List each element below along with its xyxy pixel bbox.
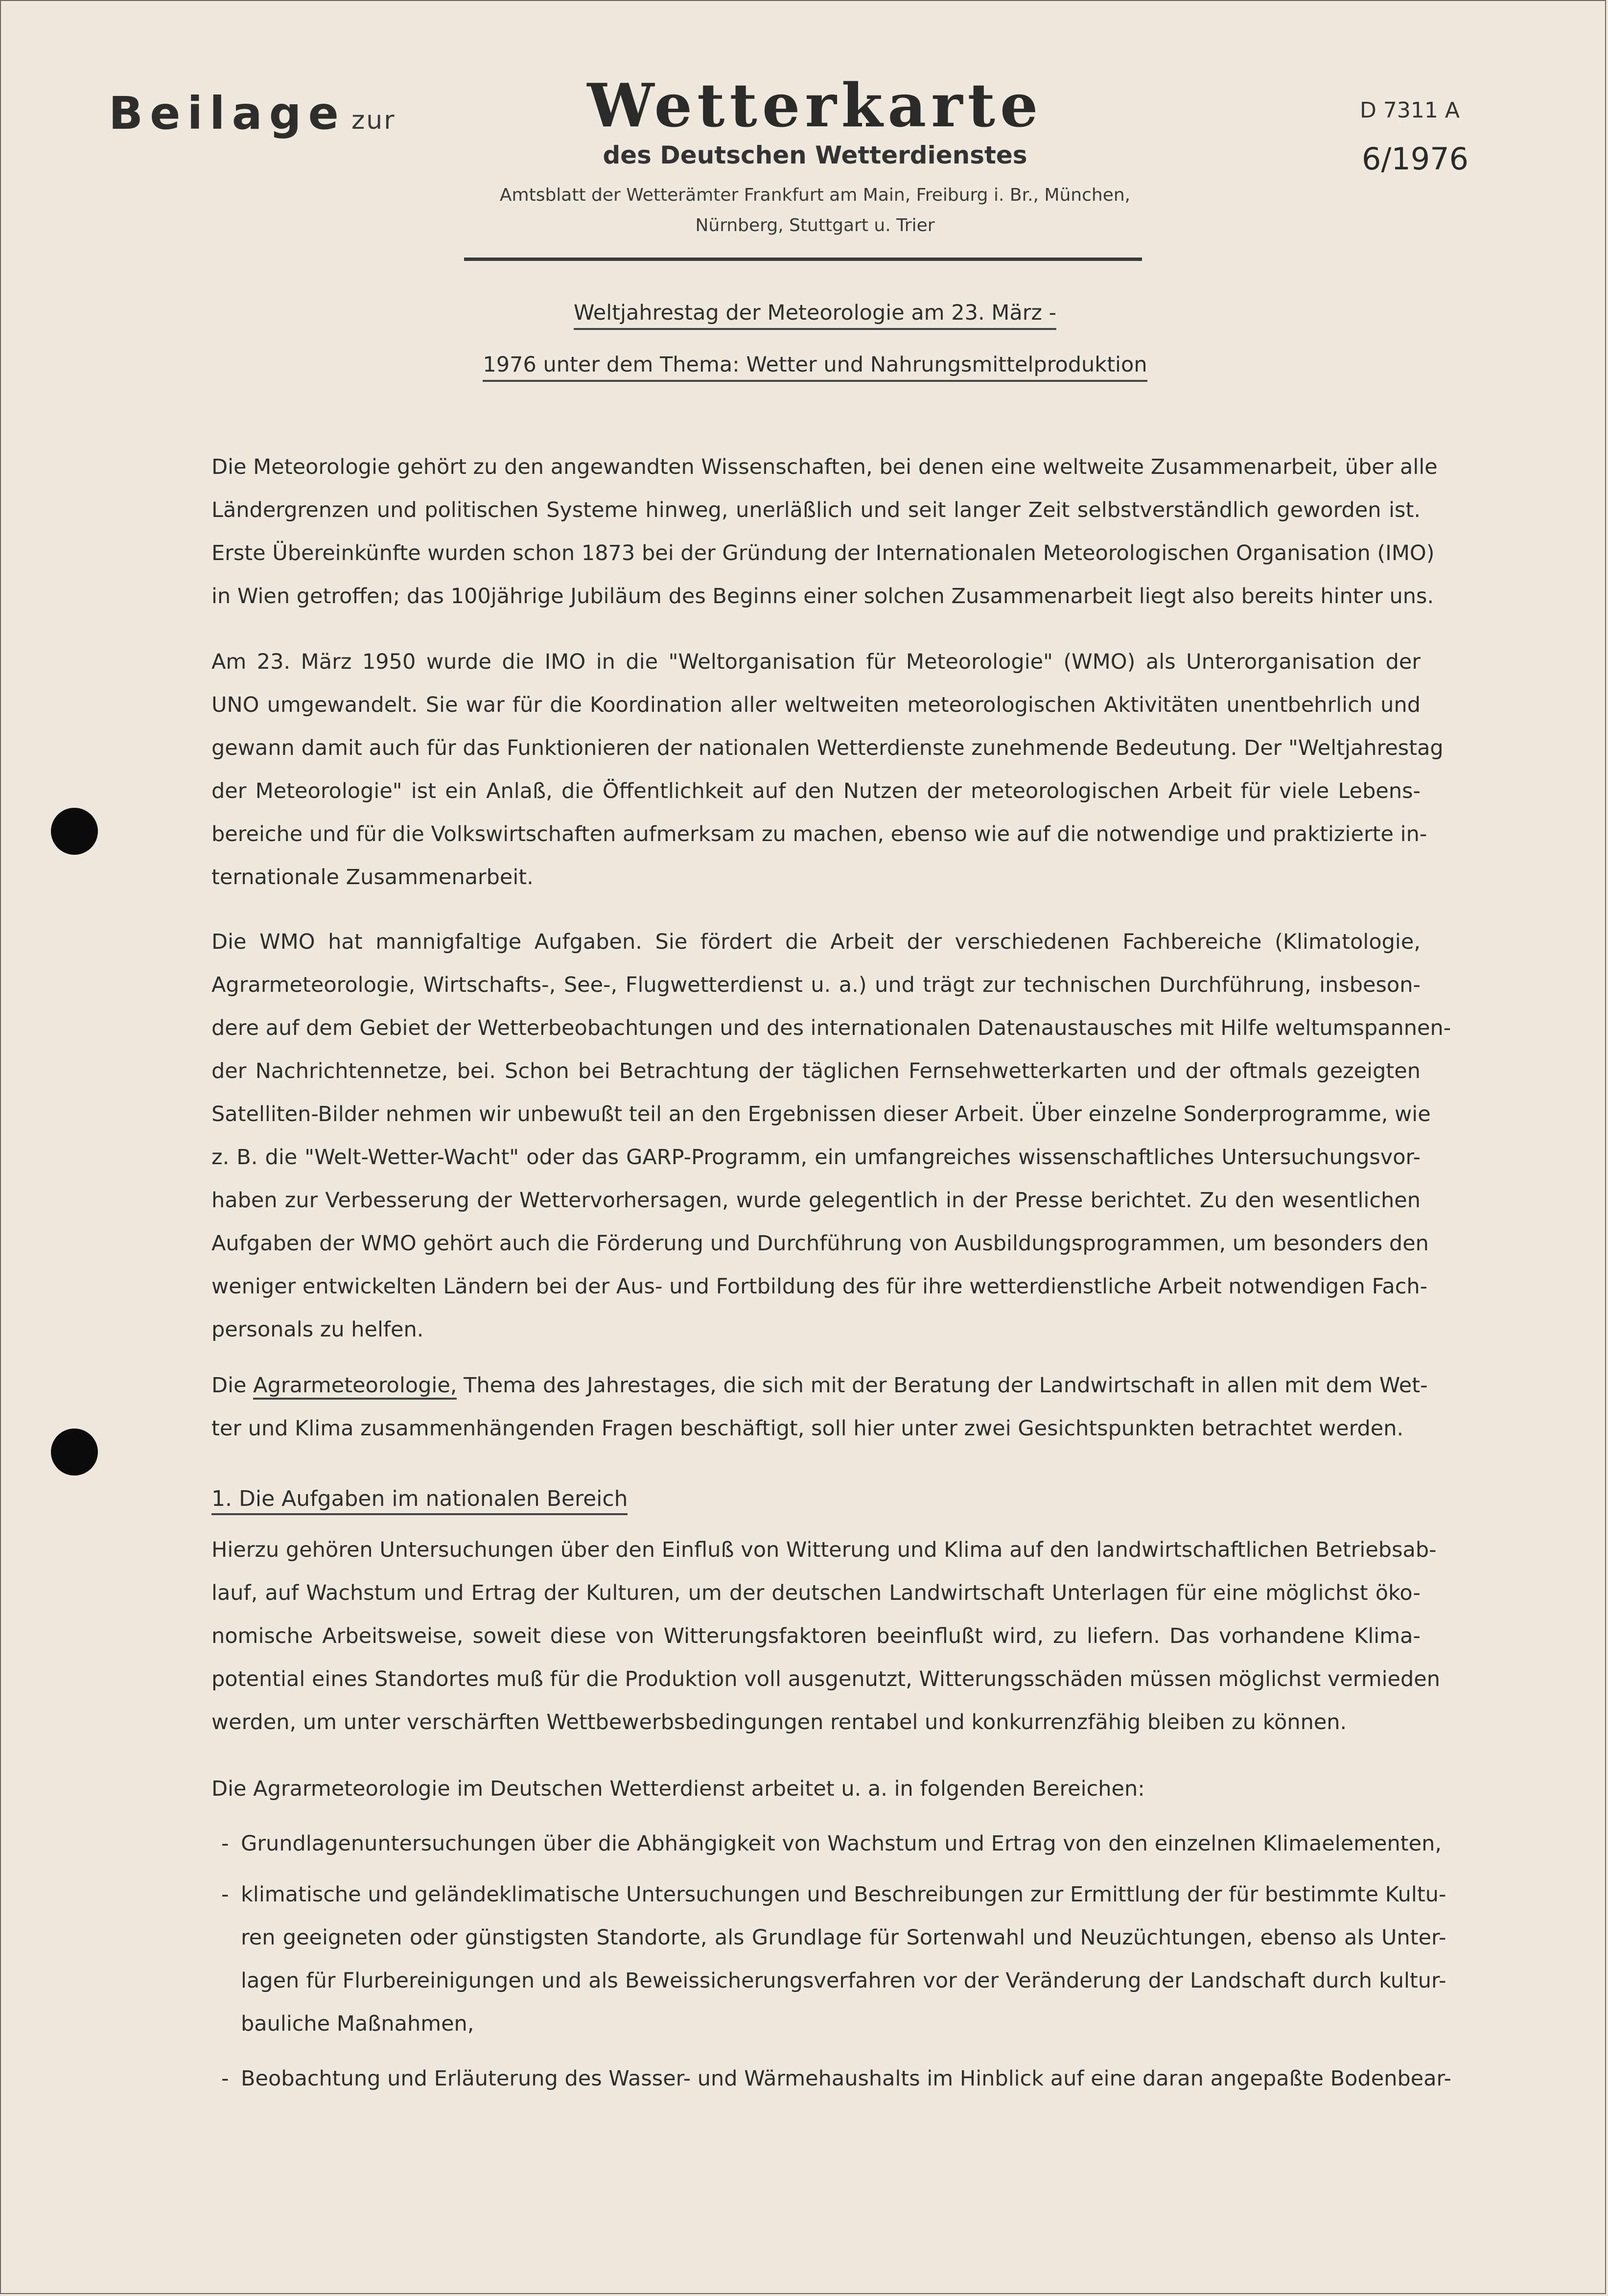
list-item (221, 2057, 1452, 2100)
masthead (460, 70, 1170, 241)
paragraph-line: werden, um unter verschärften Wettbewerbsbedingungen rentabel und konkurrenzfähig bleiben zu können. (211, 1710, 1347, 1734)
paragraph-line: Agrarmeteorologie, Wirtschafts-, See-, Flugwetterdienst u. a.) und trägt zur technischen Durchführung, insbeson- (211, 973, 1421, 997)
section-1-heading-text: 1. Die Aufgaben im nationalen Bereich (211, 1486, 628, 1515)
paragraph-line: bereiche und für die Volkswirtschaften aufmerksam zu machen, ebenso wie auf die notwendige und praktizierte in- (211, 822, 1427, 846)
paragraph-line: Hierzu gehören Untersuchungen über den Einfluß von Witterung und Klima auf den landwirtschaftlichen Betriebsab- (211, 1538, 1437, 1562)
bullet-list (221, 1822, 1452, 2100)
paragraph-line: Erste Übereinkünfte wurden schon 1873 bei der Gründung der Internationalen Meteorologischen Organisation (IMO) (211, 541, 1435, 565)
agrarmeteorologie-keyword: Agrarmeteorologie, (253, 1373, 457, 1400)
paragraph-line: personals zu helfen. (211, 1317, 424, 1342)
paragraph-line: Die Meteorologie gehört zu den angewandten Wissenschaften, bei denen eine weltweite Zusammenarbeit, über alle (211, 455, 1438, 479)
paragraph-line: Satelliten-Bilder nehmen wir unbewußt teil an den Ergebnissen dieser Arbeit. Über einzelne Sonderprogramme, wie (211, 1102, 1431, 1126)
paragraph-line: haben zur Verbesserung der Wettervorhersagen, wurde gelegentlich in der Presse berichtet. Zu den wesentlichen (211, 1188, 1421, 1213)
paragraph-line: dere auf dem Gebiet der Wetterbeobachtungen und des internationalen Datenaustausches mit Hilfe weltumspannen- (211, 1016, 1451, 1040)
beilage-word: Beilage (109, 87, 346, 140)
paragraph-line: potential eines Standortes muß für die Produktion voll ausgenutzt, Witterungsschäden müssen möglichst vermieden (211, 1667, 1440, 1691)
list-item (221, 1822, 1442, 1865)
p4-lead: Die (211, 1373, 247, 1398)
paragraph-line: weniger entwickelten Ländern bei der Aus- und Fortbildung des für ihre wetterdienstliche Arbeit notwendigen Fach- (211, 1274, 1428, 1299)
paragraph-line: in Wien getroffen; das 100jährige Jubiläum des Beginns einer solchen Zusammenarbeit liegt also bereits hinter uns. (211, 584, 1434, 609)
paragraph-2 (211, 640, 1444, 899)
paragraph-line (211, 1364, 1428, 1407)
doc-title-line-1-text: Weltjahrestag der Meteorologie am 23. März - (574, 301, 1056, 330)
bullet-line: Beobachtung und Erläuterung des Wasser- und Wärmehaushalts im Hinblick auf eine daran angepaßte Bodenbear- (241, 2066, 1452, 2091)
bullet-dash: - (221, 1882, 229, 1907)
paragraph-line: Ländergrenzen und politischen Systeme hinweg, unerläßlich und seit langer Zeit selbstverständlich geworden ist. (211, 498, 1421, 522)
bullet-line: Grundlagenuntersuchungen über die Abhängigkeit von Wachstum und Ertrag von den einzelnen Klimaelementen, (241, 1831, 1442, 1856)
list-item (221, 1873, 1446, 2045)
doc-title-line-2-text: 1976 unter dem Thema: Wetter und Nahrungsmittelproduktion (483, 352, 1147, 382)
p4-line1-rest: Thema des Jahrestages, die sich mit der Beratung der Landwirtschaft in allen mit dem Wet- (464, 1373, 1428, 1398)
paragraph-line: Am 23. März 1950 wurde die IMO in die "Weltorganisation für Meteorologie" (WMO) als Unterorganisation der (211, 650, 1421, 674)
section-1 (211, 1477, 1421, 1521)
paragraph-line: UNO umgewandelt. Sie war für die Koordination aller weltweiten meteorologischen Aktivitäten unentbehrlich und (211, 693, 1421, 717)
paragraph-line: Aufgaben der WMO gehört auch die Förderung und Durchführung von Ausbildungsprogrammen, um besonders den (211, 1231, 1429, 1256)
bullet-dash: - (221, 1831, 229, 1856)
amtsblatt-line (460, 180, 1170, 241)
paragraph-line: Die Agrarmeteorologie im Deutschen Wetterdienst arbeitet u. a. in folgenden Bereichen: (211, 1777, 1145, 1801)
amtsblatt-line-2: Nürnberg, Stuttgart u. Trier (695, 215, 935, 235)
amtsblatt-line-1: Amtsblatt der Wetterämter Frankfurt am Main, Freiburg i. Br., München, (499, 185, 1131, 205)
bullet-line: ren geeigneten oder günstigsten Standorte, als Grundlage für Sortenwahl und Neuzüchtungen, ebenso als Unter- (241, 1925, 1446, 1950)
beilage-label (109, 87, 396, 140)
paragraph-line: ternationale Zusammenarbeit. (211, 865, 534, 890)
paragraph-line: gewann damit auch für das Funktionieren der nationalen Wetterdienste zunehmende Bedeutung. Der "Weltjahrestag (211, 736, 1444, 760)
punch-hole-top (51, 808, 98, 855)
bullet-dash: - (221, 2066, 229, 2091)
paragraph-line: ter und Klima zusammenhängenden Fragen beschäftigt, soll hier unter zwei Gesichtspunkten betrachtet werden. (211, 1416, 1404, 1441)
bullet-line: bauliche Maßnahmen, (241, 2012, 474, 2036)
paragraph-4 (211, 1364, 1428, 1450)
paragraph-line: lauf, auf Wachstum und Ertrag der Kulturen, um der deutschen Landwirtschaft Unterlagen für eine möglichst öko- (211, 1581, 1421, 1605)
paragraph-line: nomische Arbeitsweise, soweit diese von Witterungsfaktoren beeinflußt wird, zu liefern. Das vorhandene Klima- (211, 1624, 1421, 1648)
paragraph-1 (211, 445, 1438, 618)
bullet-line: lagen für Flurbereinigungen und als Beweissicherungsverfahren vor der Veränderung der Landschaft durch kultur- (241, 1968, 1446, 1993)
doc-title-line-2 (441, 352, 1189, 377)
doc-title-line-1 (441, 301, 1189, 325)
paragraph-5 (211, 1528, 1440, 1744)
punch-hole-bottom (51, 1429, 98, 1476)
masthead-title: Wetterkarte (587, 70, 1043, 141)
bullet-line: klimatische und geländeklimatische Untersuchungen und Beschreibungen zur Ermittlung der für bestimmte Kultu- (241, 1882, 1446, 1907)
paragraph-line: der Nachrichtennetze, bei. Schon bei Betrachtung der täglichen Fernsehwetterkarten und der oftmals gezeigten (211, 1059, 1421, 1083)
paragraph-line: Die WMO hat mannigfaltige Aufgaben. Sie fördert die Arbeit der verschiedenen Fachbereiche (Klimatologie, (211, 930, 1421, 954)
masthead-rule (464, 258, 1142, 261)
paragraph-6 (211, 1767, 1421, 1810)
section-1-heading (211, 1477, 1421, 1521)
issue-number: 6/1976 (1362, 141, 1469, 177)
paragraph-line: der Meteorologie" ist ein Anlaß, die Öffentlichkeit auf den Nutzen der meteorologischen Arbeit für viele Lebens- (211, 779, 1421, 803)
paragraph-3 (211, 920, 1451, 1351)
paragraph-line: z. B. die "Welt-Wetter-Wacht" oder das GARP-Programm, ein umfangreiches wissenschaftliches Untersuchungsvor- (211, 1145, 1421, 1170)
zur-word: zur (351, 106, 396, 135)
issue-code: D 7311 A (1360, 98, 1460, 123)
masthead-subtitle: des Deutschen Wetterdienstes (603, 141, 1027, 169)
